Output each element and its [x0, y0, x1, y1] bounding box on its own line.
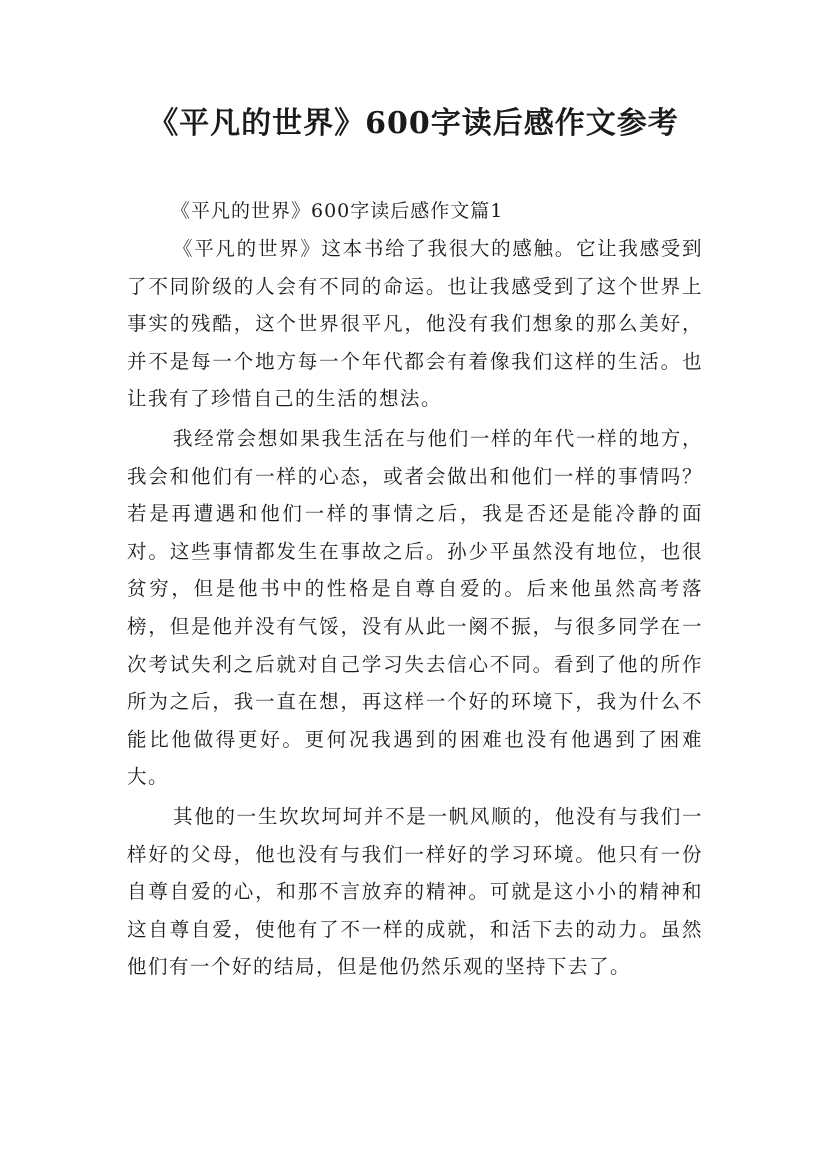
paragraph-3: 其他的一生坎坎坷坷并不是一帆风顺的，他没有与我们一样好的父母，他也没有与我们一样好的学习环境。他只有一份自尊自爱的心，和那不言放弃的精神。可就是这小小的精神和这自尊自爱，使他有了不一样的成就，和活下去的动力。虽然他们有一个好的结局，但是他仍然乐观的坚持下去了。: [127, 804, 703, 979]
document-body: [127, 194, 703, 986]
paragraph-1: 《平凡的世界》这本书给了我很大的感触。它让我感受到了不同阶级的人会有不同的命运。也让我感受到了这个世界上事实的残酷，这个世界很平凡，他没有我们想象的那么美好，并不是每一个地方每一个年代都会有着像我们这样的生活。也让我有了珍惜自己的生活的想法。: [127, 237, 703, 411]
document-title: 《平凡的世界》600字读后感作文参考: [148, 106, 679, 141]
paragraph-2: 我经常会想如果我生活在与他们一样的年代一样的地方，我会和他们有一样的心态，或者会做出和他们一样的事情吗？若是再遭遇和他们一样的事情之后，我是否还是能冷静的面对。这些事情都发生在事故之后。孙少平虽然没有地位，也很贫穷，但是他书中的性格是自尊自爱的。后来他虽然高考落榜，但是他并没有气馁，没有从此一阕不振，与很多同学在一次考试失利之后就对自己学习失去信心不同。看到了他的所作所为之后，我一直在想，再这样一个好的环境下，我为什么不能比他做得更好。更何况我遇到的困难也没有他遇到了困难大。: [127, 426, 703, 789]
essay-subtitle: 《平凡的世界》600字读后感作文篇1: [171, 200, 504, 222]
